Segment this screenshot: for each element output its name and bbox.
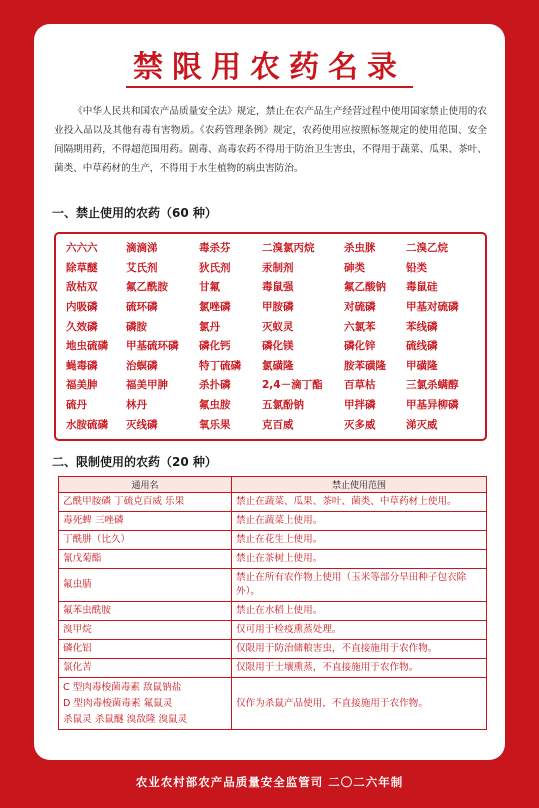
table-row bbox=[59, 678, 487, 730]
banned-pesticide-item: 特丁硫磷 bbox=[199, 359, 241, 372]
banned-pesticide-item: 水胺硫磷 bbox=[66, 418, 108, 431]
banned-pesticide-item: 敌枯双 bbox=[66, 281, 98, 294]
banned-pesticide-item: 砷类 bbox=[344, 261, 365, 274]
banned-pesticide-item: 甲胺磷 bbox=[262, 301, 294, 314]
restricted-pesticide-name: 氟虫腈 bbox=[59, 569, 232, 602]
banned-pesticide-item: 灭线磷 bbox=[126, 418, 158, 431]
restricted-scope: 禁止在水稻上使用。 bbox=[232, 602, 487, 621]
banned-pesticide-item: 对硫磷 bbox=[344, 301, 376, 314]
restricted-scope: 禁止在茶树上使用。 bbox=[232, 550, 487, 569]
banned-section-heading: 一、禁止使用的农药（60 种） bbox=[52, 206, 217, 220]
banned-pesticide-item: 氯磺隆 bbox=[262, 359, 294, 372]
banned-pesticide-item: 硫线磷 bbox=[406, 340, 438, 353]
restricted-pesticide-name: 氰戊菊酯 bbox=[59, 550, 232, 569]
restricted-pesticide-name: 毒死蜱 三唑磷 bbox=[59, 512, 232, 531]
banned-pesticide-item: 甲磺隆 bbox=[406, 359, 438, 372]
banned-pesticide-item: 克百威 bbox=[262, 418, 294, 431]
restricted-scope: 仅作为杀鼠产品使用，不直接施用于农作物。 bbox=[232, 678, 487, 730]
footer-issuer: 农业农村部农产品质量安全监管司 二〇二六年制 bbox=[135, 775, 404, 789]
page-title: 禁限用农药名录 bbox=[133, 50, 406, 85]
table-row bbox=[59, 493, 487, 512]
restricted-pesticide-name: 溴甲烷 bbox=[59, 621, 232, 640]
banned-pesticide-item: 三氯杀螨醇 bbox=[406, 379, 459, 392]
banned-pesticide-item: 铅类 bbox=[406, 261, 427, 274]
banned-pesticide-item: 氧乐果 bbox=[199, 418, 231, 431]
intro-paragraph: 《中华人民共和国农产品质量安全法》规定，禁止在农产品生产经营过程中使用国家禁止使用的农业投入品以及其他有毒有害物质。《农药管理条例》规定，农药使用应按照标签规定的使用范围、安全间隔期用药，不得超范围用药。剧毒、高毒农药不得用于防治卫生害虫，不得用于蔬菜、瓜果、茶叶、菌类、中草药材的生产，不得用于水生植物的病虫害防治。 bbox=[54, 106, 487, 174]
banned-pesticide-item: 灭蚁灵 bbox=[262, 320, 294, 333]
restricted-pesticide-name: 乙酰甲胺磷 丁硫克百威 乐果 bbox=[59, 493, 232, 512]
banned-pesticide-item: 涕灭威 bbox=[406, 418, 438, 431]
banned-pesticide-item: 毒鼠强 bbox=[262, 281, 294, 294]
banned-pesticide-item: 磷化锌 bbox=[344, 340, 376, 353]
restricted-pesticide-name: 磷化铝 bbox=[59, 640, 232, 659]
banned-pesticide-item: 磷化钙 bbox=[199, 340, 231, 353]
restricted-pesticide-name: C 型肉毒梭菌毒素 敌鼠钠盐 D 型肉毒梭菌毒素 氟鼠灵 杀鼠灵 杀鼠醚 溴敌隆 溴鼠灵 bbox=[59, 678, 232, 730]
banned-pesticide-item: 磷化镁 bbox=[262, 340, 294, 353]
banned-pesticide-item: 二溴氯丙烷 bbox=[262, 242, 315, 255]
column-header-name: 通用名 bbox=[59, 477, 232, 493]
banned-pesticide-item: 杀虫脒 bbox=[344, 242, 376, 255]
title-divider bbox=[126, 86, 413, 88]
banned-pesticide-item: 硫环磷 bbox=[126, 301, 158, 314]
banned-pesticide-item: 治螟磷 bbox=[126, 359, 158, 372]
banned-pesticide-item: 氟乙酰胺 bbox=[126, 281, 168, 294]
banned-pesticide-item: 蝇毒磷 bbox=[66, 359, 98, 372]
banned-pesticide-item: 六氯苯 bbox=[344, 320, 376, 333]
restricted-scope: 仅限用于土壤熏蒸，不直接施用于农作物。 bbox=[232, 659, 487, 678]
notice-card bbox=[34, 24, 505, 760]
banned-pesticide-item: 氟虫胺 bbox=[199, 399, 231, 412]
banned-pesticide-item: 甘氟 bbox=[199, 281, 220, 294]
banned-pesticide-item: 甲拌磷 bbox=[344, 399, 376, 412]
restricted-scope: 禁止在花生上使用。 bbox=[232, 531, 487, 550]
banned-pesticide-item: 内吸磷 bbox=[66, 301, 98, 314]
banned-pesticide-item: 2,4－滴丁酯 bbox=[262, 379, 323, 392]
banned-pesticides-box bbox=[54, 232, 487, 441]
table-row bbox=[59, 640, 487, 659]
banned-pesticide-item: 滴滴涕 bbox=[126, 242, 158, 255]
banned-pesticide-item: 久效磷 bbox=[66, 320, 98, 333]
restricted-pesticide-name: 丁酰肼（比久） bbox=[59, 531, 232, 550]
column-header-scope: 禁止使用范围 bbox=[232, 477, 487, 493]
restricted-scope: 禁止在蔬菜、瓜果、茶叶、菌类、中草药材上使用。 bbox=[232, 493, 487, 512]
banned-pesticide-item: 除草醚 bbox=[66, 261, 98, 274]
banned-pesticides-grid bbox=[66, 238, 480, 434]
banned-pesticide-item: 林丹 bbox=[126, 399, 147, 412]
table-row bbox=[59, 512, 487, 531]
banned-pesticide-item: 磷胺 bbox=[126, 320, 147, 333]
banned-pesticide-item: 二溴乙烷 bbox=[406, 242, 448, 255]
table-header-row bbox=[59, 477, 487, 493]
banned-pesticide-item: 毒鼠硅 bbox=[406, 281, 438, 294]
table-row bbox=[59, 531, 487, 550]
restricted-pesticides-table bbox=[58, 476, 487, 730]
banned-pesticide-item: 氯唑磷 bbox=[199, 301, 231, 314]
banned-pesticide-item: 氯丹 bbox=[199, 320, 220, 333]
table-row bbox=[59, 621, 487, 640]
table-row bbox=[59, 569, 487, 602]
banned-pesticide-item: 硫丹 bbox=[66, 399, 87, 412]
banned-pesticide-item: 毒杀芬 bbox=[199, 242, 231, 255]
restricted-scope: 仅限用于防治储粮害虫，不直接施用于农作物。 bbox=[232, 640, 487, 659]
banned-pesticide-item: 福美胂 bbox=[66, 379, 98, 392]
banned-pesticide-item: 五氯酚钠 bbox=[262, 399, 304, 412]
banned-pesticide-item: 杀扑磷 bbox=[199, 379, 231, 392]
banned-pesticide-item: 福美甲胂 bbox=[126, 379, 168, 392]
restricted-scope: 禁止在所有农作物上使用（玉米等部分旱田种子包衣除外）。 bbox=[232, 569, 487, 602]
restricted-scope: 禁止在蔬菜上使用。 bbox=[232, 512, 487, 531]
banned-pesticide-item: 胺苯磺隆 bbox=[344, 359, 386, 372]
banned-pesticide-item: 苯线磷 bbox=[406, 320, 438, 333]
restricted-scope: 仅可用于检疫熏蒸处理。 bbox=[232, 621, 487, 640]
banned-pesticide-item: 甲基对硫磷 bbox=[406, 301, 459, 314]
banned-pesticide-item: 六六六 bbox=[66, 242, 98, 255]
banned-pesticide-item: 地虫硫磷 bbox=[66, 340, 108, 353]
banned-pesticide-item: 艾氏剂 bbox=[126, 261, 158, 274]
banned-pesticide-item: 甲基异柳磷 bbox=[406, 399, 459, 412]
banned-pesticide-item: 狄氏剂 bbox=[199, 261, 231, 274]
banned-pesticide-item: 百草枯 bbox=[344, 379, 376, 392]
table-row bbox=[59, 550, 487, 569]
table-row bbox=[59, 602, 487, 621]
banned-pesticide-item: 甲基硫环磷 bbox=[126, 340, 179, 353]
table-row bbox=[59, 659, 487, 678]
restricted-section-heading: 二、限制使用的农药（20 种） bbox=[52, 455, 217, 469]
banned-pesticide-item: 氟乙酸钠 bbox=[344, 281, 386, 294]
restricted-pesticide-name: 氟苯虫酰胺 bbox=[59, 602, 232, 621]
restricted-pesticide-name: 氯化苦 bbox=[59, 659, 232, 678]
banned-pesticide-item: 灭多威 bbox=[344, 418, 376, 431]
banned-pesticide-item: 汞制剂 bbox=[262, 261, 294, 274]
